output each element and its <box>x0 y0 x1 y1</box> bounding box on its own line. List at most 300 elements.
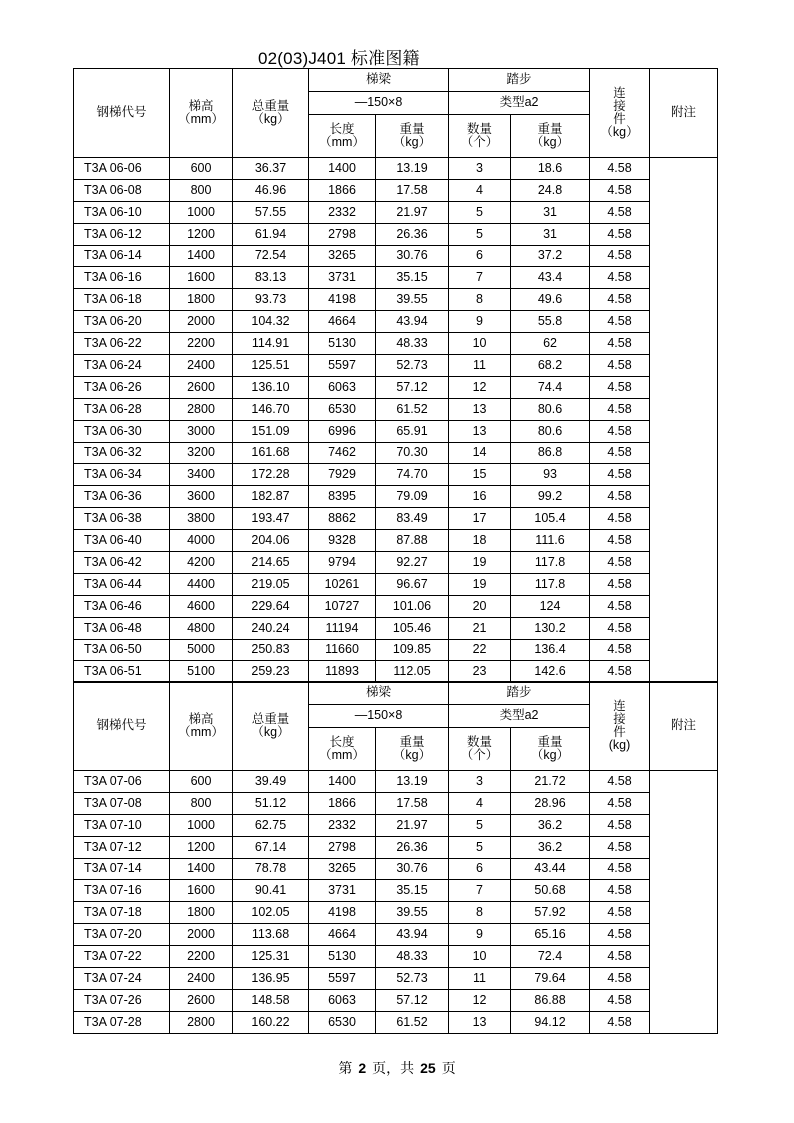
cell-connector: 4.58 <box>590 267 650 289</box>
cell-beam-weight: 26.36 <box>376 223 449 245</box>
cell-height: 2600 <box>170 376 233 398</box>
cell-step-weight: 142.6 <box>511 661 590 683</box>
cell-beam-weight: 48.33 <box>376 946 449 968</box>
cell-step-weight: 124 <box>511 595 590 617</box>
cell-step-count: 3 <box>449 158 511 180</box>
cell-height: 2000 <box>170 924 233 946</box>
cell-height: 1200 <box>170 836 233 858</box>
cell-connector: 4.58 <box>590 552 650 574</box>
cell-total-weight: 259.23 <box>233 661 309 683</box>
table-row <box>74 179 718 201</box>
cell-code: T3A 07-16 <box>74 880 170 902</box>
cell-beam-weight: 109.85 <box>376 639 449 661</box>
cell-step-weight: 62 <box>511 333 590 355</box>
header-beam: 梯梁 <box>309 682 449 705</box>
cell-connector: 4.58 <box>590 311 650 333</box>
cell-step-count: 18 <box>449 530 511 552</box>
cell-beam-weight: 17.58 <box>376 792 449 814</box>
cell-step-count: 13 <box>449 1011 511 1033</box>
table-row <box>74 201 718 223</box>
cell-beam-length: 4664 <box>309 311 376 333</box>
cell-code: T3A 07-06 <box>74 771 170 793</box>
table-row <box>74 617 718 639</box>
cell-step-weight: 99.2 <box>511 486 590 508</box>
cell-height: 3800 <box>170 508 233 530</box>
cell-step-count: 13 <box>449 398 511 420</box>
cell-height: 2800 <box>170 398 233 420</box>
cell-height: 2400 <box>170 968 233 990</box>
table-row <box>74 442 718 464</box>
cell-code: T3A 07-10 <box>74 814 170 836</box>
table-row <box>74 552 718 574</box>
cell-height: 2000 <box>170 311 233 333</box>
cell-height: 4800 <box>170 617 233 639</box>
header-step: 踏步 <box>449 69 590 92</box>
table-row <box>74 267 718 289</box>
header-connector: 连 接 件 (kg) <box>590 682 650 771</box>
cell-code: T3A 06-24 <box>74 355 170 377</box>
cell-height: 2600 <box>170 989 233 1011</box>
cell-beam-weight: 92.27 <box>376 552 449 574</box>
cell-connector: 4.58 <box>590 968 650 990</box>
cell-total-weight: 125.51 <box>233 355 309 377</box>
cell-step-weight: 74.4 <box>511 376 590 398</box>
table-row <box>74 902 718 924</box>
table-row <box>74 989 718 1011</box>
cell-connector: 4.58 <box>590 617 650 639</box>
header-beam: 梯梁 <box>309 69 449 92</box>
cell-step-count: 20 <box>449 595 511 617</box>
cell-beam-weight: 61.52 <box>376 398 449 420</box>
cell-height: 600 <box>170 158 233 180</box>
header-code: 钢梯代号 <box>74 682 170 771</box>
table-row <box>74 376 718 398</box>
cell-height: 1000 <box>170 814 233 836</box>
cell-step-count: 9 <box>449 924 511 946</box>
cell-step-count: 22 <box>449 639 511 661</box>
cell-beam-weight: 52.73 <box>376 968 449 990</box>
cell-step-weight: 80.6 <box>511 420 590 442</box>
cell-note <box>650 158 718 683</box>
header-length: 长度 （mm） <box>309 115 376 158</box>
cell-total-weight: 102.05 <box>233 902 309 924</box>
cell-beam-length: 8862 <box>309 508 376 530</box>
cell-beam-weight: 39.55 <box>376 902 449 924</box>
cell-step-weight: 43.4 <box>511 267 590 289</box>
cell-beam-weight: 83.49 <box>376 508 449 530</box>
cell-step-count: 13 <box>449 420 511 442</box>
cell-height: 3000 <box>170 420 233 442</box>
cell-beam-weight: 70.30 <box>376 442 449 464</box>
cell-beam-weight: 43.94 <box>376 311 449 333</box>
cell-total-weight: 125.31 <box>233 946 309 968</box>
cell-beam-length: 11194 <box>309 617 376 639</box>
cell-beam-weight: 96.67 <box>376 573 449 595</box>
cell-step-weight: 28.96 <box>511 792 590 814</box>
cell-total-weight: 83.13 <box>233 267 309 289</box>
cell-step-count: 6 <box>449 245 511 267</box>
cell-step-weight: 68.2 <box>511 355 590 377</box>
cell-connector: 4.58 <box>590 902 650 924</box>
cell-connector: 4.58 <box>590 814 650 836</box>
cell-height: 2200 <box>170 333 233 355</box>
cell-code: T3A 06-42 <box>74 552 170 574</box>
cell-code: T3A 06-38 <box>74 508 170 530</box>
cell-connector: 4.58 <box>590 420 650 442</box>
cell-beam-weight: 13.19 <box>376 771 449 793</box>
footer-suffix: 页 <box>441 1062 456 1077</box>
cell-beam-length: 10261 <box>309 573 376 595</box>
cell-total-weight: 204.06 <box>233 530 309 552</box>
cell-beam-length: 8395 <box>309 486 376 508</box>
cell-step-weight: 111.6 <box>511 530 590 552</box>
cell-total-weight: 160.22 <box>233 1011 309 1033</box>
cell-height: 600 <box>170 771 233 793</box>
table-row <box>74 158 718 180</box>
cell-total-weight: 57.55 <box>233 201 309 223</box>
cell-total-weight: 67.14 <box>233 836 309 858</box>
cell-total-weight: 93.73 <box>233 289 309 311</box>
cell-beam-weight: 48.33 <box>376 333 449 355</box>
table-row <box>74 289 718 311</box>
header-height: 梯高 （mm） <box>170 682 233 771</box>
cell-code: T3A 06-30 <box>74 420 170 442</box>
cell-beam-weight: 52.73 <box>376 355 449 377</box>
cell-beam-length: 2332 <box>309 814 376 836</box>
cell-code: T3A 06-32 <box>74 442 170 464</box>
header-beam-weight: 重量 （kg） <box>376 115 449 158</box>
cell-beam-length: 6530 <box>309 398 376 420</box>
cell-beam-weight: 57.12 <box>376 376 449 398</box>
cell-code: T3A 07-20 <box>74 924 170 946</box>
cell-step-count: 4 <box>449 792 511 814</box>
header-total-weight: 总重量 （kg） <box>233 69 309 158</box>
cell-beam-weight: 26.36 <box>376 836 449 858</box>
table-row <box>74 836 718 858</box>
cell-code: T3A 06-50 <box>74 639 170 661</box>
footer-total-pages: 25 <box>420 1060 436 1076</box>
footer-middle: 页，共 <box>372 1062 415 1077</box>
cell-step-count: 9 <box>449 311 511 333</box>
cell-step-weight: 105.4 <box>511 508 590 530</box>
table-row <box>74 968 718 990</box>
cell-height: 1800 <box>170 902 233 924</box>
cell-step-count: 11 <box>449 968 511 990</box>
table-row <box>74 245 718 267</box>
cell-beam-weight: 30.76 <box>376 245 449 267</box>
cell-code: T3A 06-28 <box>74 398 170 420</box>
cell-step-count: 7 <box>449 880 511 902</box>
cell-beam-length: 1400 <box>309 158 376 180</box>
header-total-weight: 总重量 （kg） <box>233 682 309 771</box>
header-beam-spec: —150×8 <box>309 705 449 728</box>
cell-height: 1400 <box>170 858 233 880</box>
cell-step-count: 7 <box>449 267 511 289</box>
cell-code: T3A 07-12 <box>74 836 170 858</box>
cell-beam-length: 9794 <box>309 552 376 574</box>
cell-height: 4400 <box>170 573 233 595</box>
cell-beam-length: 9328 <box>309 530 376 552</box>
cell-beam-weight: 21.97 <box>376 201 449 223</box>
cell-total-weight: 193.47 <box>233 508 309 530</box>
table-row <box>74 508 718 530</box>
table-row <box>74 661 718 683</box>
cell-beam-weight: 79.09 <box>376 486 449 508</box>
cell-connector: 4.58 <box>590 989 650 1011</box>
cell-beam-length: 2798 <box>309 836 376 858</box>
cell-step-weight: 136.4 <box>511 639 590 661</box>
cell-connector: 4.58 <box>590 376 650 398</box>
table-row <box>74 486 718 508</box>
cell-total-weight: 148.58 <box>233 989 309 1011</box>
cell-height: 1200 <box>170 223 233 245</box>
header-code: 钢梯代号 <box>74 69 170 158</box>
cell-height: 4200 <box>170 552 233 574</box>
header-step: 踏步 <box>449 682 590 705</box>
cell-code: T3A 06-20 <box>74 311 170 333</box>
cell-total-weight: 51.12 <box>233 792 309 814</box>
header-count: 数量 （个） <box>449 728 511 771</box>
table-row <box>74 398 718 420</box>
cell-total-weight: 229.64 <box>233 595 309 617</box>
cell-code: T3A 07-24 <box>74 968 170 990</box>
cell-height: 1400 <box>170 245 233 267</box>
cell-height: 1600 <box>170 267 233 289</box>
cell-code: T3A 06-44 <box>74 573 170 595</box>
cell-step-weight: 18.6 <box>511 158 590 180</box>
cell-step-weight: 50.68 <box>511 880 590 902</box>
cell-connector: 4.58 <box>590 639 650 661</box>
table-row <box>74 595 718 617</box>
header-length: 长度 （mm） <box>309 728 376 771</box>
cell-step-weight: 43.44 <box>511 858 590 880</box>
cell-total-weight: 136.10 <box>233 376 309 398</box>
cell-beam-length: 5130 <box>309 946 376 968</box>
cell-code: T3A 06-34 <box>74 464 170 486</box>
cell-step-weight: 65.16 <box>511 924 590 946</box>
cell-connector: 4.58 <box>590 924 650 946</box>
cell-step-count: 11 <box>449 355 511 377</box>
cell-step-weight: 80.6 <box>511 398 590 420</box>
cell-height: 4000 <box>170 530 233 552</box>
cell-beam-weight: 112.05 <box>376 661 449 683</box>
cell-beam-length: 5597 <box>309 968 376 990</box>
cell-total-weight: 36.37 <box>233 158 309 180</box>
cell-beam-length: 1866 <box>309 179 376 201</box>
cell-beam-length: 7462 <box>309 442 376 464</box>
cell-note <box>650 771 718 1034</box>
cell-code: T3A 06-48 <box>74 617 170 639</box>
cell-connector: 4.58 <box>590 398 650 420</box>
cell-total-weight: 151.09 <box>233 420 309 442</box>
cell-code: T3A 07-28 <box>74 1011 170 1033</box>
cell-beam-weight: 101.06 <box>376 595 449 617</box>
table-row <box>74 639 718 661</box>
cell-step-weight: 57.92 <box>511 902 590 924</box>
cell-connector: 4.58 <box>590 792 650 814</box>
cell-beam-length: 6063 <box>309 989 376 1011</box>
cell-beam-weight: 35.15 <box>376 267 449 289</box>
cell-total-weight: 62.75 <box>233 814 309 836</box>
cell-step-count: 23 <box>449 661 511 683</box>
header-count: 数量 （个） <box>449 115 511 158</box>
cell-total-weight: 90.41 <box>233 880 309 902</box>
cell-code: T3A 06-36 <box>74 486 170 508</box>
cell-code: T3A 06-22 <box>74 333 170 355</box>
cell-connector: 4.58 <box>590 771 650 793</box>
cell-total-weight: 46.96 <box>233 179 309 201</box>
cell-beam-length: 10727 <box>309 595 376 617</box>
cell-step-weight: 49.6 <box>511 289 590 311</box>
cell-connector: 4.58 <box>590 595 650 617</box>
cell-code: T3A 06-06 <box>74 158 170 180</box>
cell-step-count: 19 <box>449 573 511 595</box>
table-row <box>74 814 718 836</box>
cell-beam-length: 3265 <box>309 858 376 880</box>
footer-page-number: 2 <box>358 1060 367 1076</box>
cell-step-weight: 36.2 <box>511 836 590 858</box>
cell-code: T3A 06-51 <box>74 661 170 683</box>
cell-code: T3A 07-26 <box>74 989 170 1011</box>
cell-height: 2400 <box>170 355 233 377</box>
cell-beam-weight: 21.97 <box>376 814 449 836</box>
cell-height: 3400 <box>170 464 233 486</box>
cell-height: 1800 <box>170 289 233 311</box>
cell-step-weight: 117.8 <box>511 573 590 595</box>
cell-total-weight: 104.32 <box>233 311 309 333</box>
table-row <box>74 333 718 355</box>
header-beam-spec: —150×8 <box>309 92 449 115</box>
cell-code: T3A 06-14 <box>74 245 170 267</box>
cell-step-weight: 36.2 <box>511 814 590 836</box>
cell-height: 5000 <box>170 639 233 661</box>
cell-total-weight: 161.68 <box>233 442 309 464</box>
table-row <box>74 420 718 442</box>
cell-step-count: 14 <box>449 442 511 464</box>
cell-step-weight: 86.88 <box>511 989 590 1011</box>
cell-height: 800 <box>170 792 233 814</box>
header-note: 附注 <box>650 682 718 771</box>
cell-connector: 4.58 <box>590 245 650 267</box>
cell-step-weight: 31 <box>511 201 590 223</box>
cell-step-weight: 93 <box>511 464 590 486</box>
cell-beam-length: 3731 <box>309 880 376 902</box>
cell-connector: 4.58 <box>590 836 650 858</box>
cell-total-weight: 214.65 <box>233 552 309 574</box>
footer-prefix: 第 <box>338 1062 353 1077</box>
cell-total-weight: 172.28 <box>233 464 309 486</box>
cell-code: T3A 06-08 <box>74 179 170 201</box>
cell-beam-weight: 35.15 <box>376 880 449 902</box>
cell-step-weight: 55.8 <box>511 311 590 333</box>
header-step-weight: 重量 （kg） <box>511 728 590 771</box>
cell-step-count: 6 <box>449 858 511 880</box>
cell-step-count: 5 <box>449 201 511 223</box>
cell-beam-length: 4198 <box>309 902 376 924</box>
cell-connector: 4.58 <box>590 530 650 552</box>
cell-step-count: 19 <box>449 552 511 574</box>
cell-step-weight: 37.2 <box>511 245 590 267</box>
ladder-table-t3a-06 <box>73 68 718 683</box>
cell-step-weight: 72.4 <box>511 946 590 968</box>
header-step-type: 类型a2 <box>449 705 590 728</box>
cell-beam-length: 3731 <box>309 267 376 289</box>
cell-connector: 4.58 <box>590 661 650 683</box>
cell-beam-weight: 61.52 <box>376 1011 449 1033</box>
cell-beam-weight: 65.91 <box>376 420 449 442</box>
cell-connector: 4.58 <box>590 573 650 595</box>
header-step-type: 类型a2 <box>449 92 590 115</box>
cell-height: 2200 <box>170 946 233 968</box>
cell-code: T3A 06-10 <box>74 201 170 223</box>
cell-total-weight: 113.68 <box>233 924 309 946</box>
cell-code: T3A 06-16 <box>74 267 170 289</box>
cell-total-weight: 39.49 <box>233 771 309 793</box>
table-row <box>74 573 718 595</box>
cell-beam-weight: 13.19 <box>376 158 449 180</box>
cell-step-weight: 130.2 <box>511 617 590 639</box>
cell-connector: 4.58 <box>590 158 650 180</box>
cell-beam-length: 6063 <box>309 376 376 398</box>
cell-code: T3A 07-08 <box>74 792 170 814</box>
cell-code: T3A 07-22 <box>74 946 170 968</box>
header-connector: 连 接 件 （kg） <box>590 69 650 158</box>
cell-total-weight: 182.87 <box>233 486 309 508</box>
cell-step-count: 3 <box>449 771 511 793</box>
cell-connector: 4.58 <box>590 333 650 355</box>
page-title: 02(03)J401 标准图籍 <box>258 49 420 68</box>
cell-code: T3A 06-18 <box>74 289 170 311</box>
cell-total-weight: 219.05 <box>233 573 309 595</box>
cell-step-count: 4 <box>449 179 511 201</box>
table-row <box>74 355 718 377</box>
header-height: 梯高 （mm） <box>170 69 233 158</box>
cell-height: 1000 <box>170 201 233 223</box>
cell-total-weight: 61.94 <box>233 223 309 245</box>
cell-beam-length: 4664 <box>309 924 376 946</box>
cell-beam-weight: 57.12 <box>376 989 449 1011</box>
cell-beam-length: 2332 <box>309 201 376 223</box>
cell-height: 2800 <box>170 1011 233 1033</box>
table-row <box>74 223 718 245</box>
cell-connector: 4.58 <box>590 508 650 530</box>
cell-height: 3200 <box>170 442 233 464</box>
cell-beam-weight: 17.58 <box>376 179 449 201</box>
cell-connector: 4.58 <box>590 442 650 464</box>
cell-step-weight: 94.12 <box>511 1011 590 1033</box>
cell-code: T3A 06-12 <box>74 223 170 245</box>
cell-step-count: 12 <box>449 376 511 398</box>
cell-step-count: 16 <box>449 486 511 508</box>
cell-beam-length: 1400 <box>309 771 376 793</box>
header-beam-weight: 重量 （kg） <box>376 728 449 771</box>
cell-height: 800 <box>170 179 233 201</box>
cell-total-weight: 146.70 <box>233 398 309 420</box>
cell-beam-length: 5130 <box>309 333 376 355</box>
cell-step-weight: 24.8 <box>511 179 590 201</box>
table-row <box>74 880 718 902</box>
cell-total-weight: 114.91 <box>233 333 309 355</box>
cell-step-count: 8 <box>449 289 511 311</box>
cell-beam-length: 1866 <box>309 792 376 814</box>
page-footer <box>0 1058 794 1078</box>
cell-step-count: 15 <box>449 464 511 486</box>
cell-connector: 4.58 <box>590 179 650 201</box>
cell-beam-length: 7929 <box>309 464 376 486</box>
cell-height: 5100 <box>170 661 233 683</box>
table-row <box>74 858 718 880</box>
cell-step-count: 10 <box>449 333 511 355</box>
